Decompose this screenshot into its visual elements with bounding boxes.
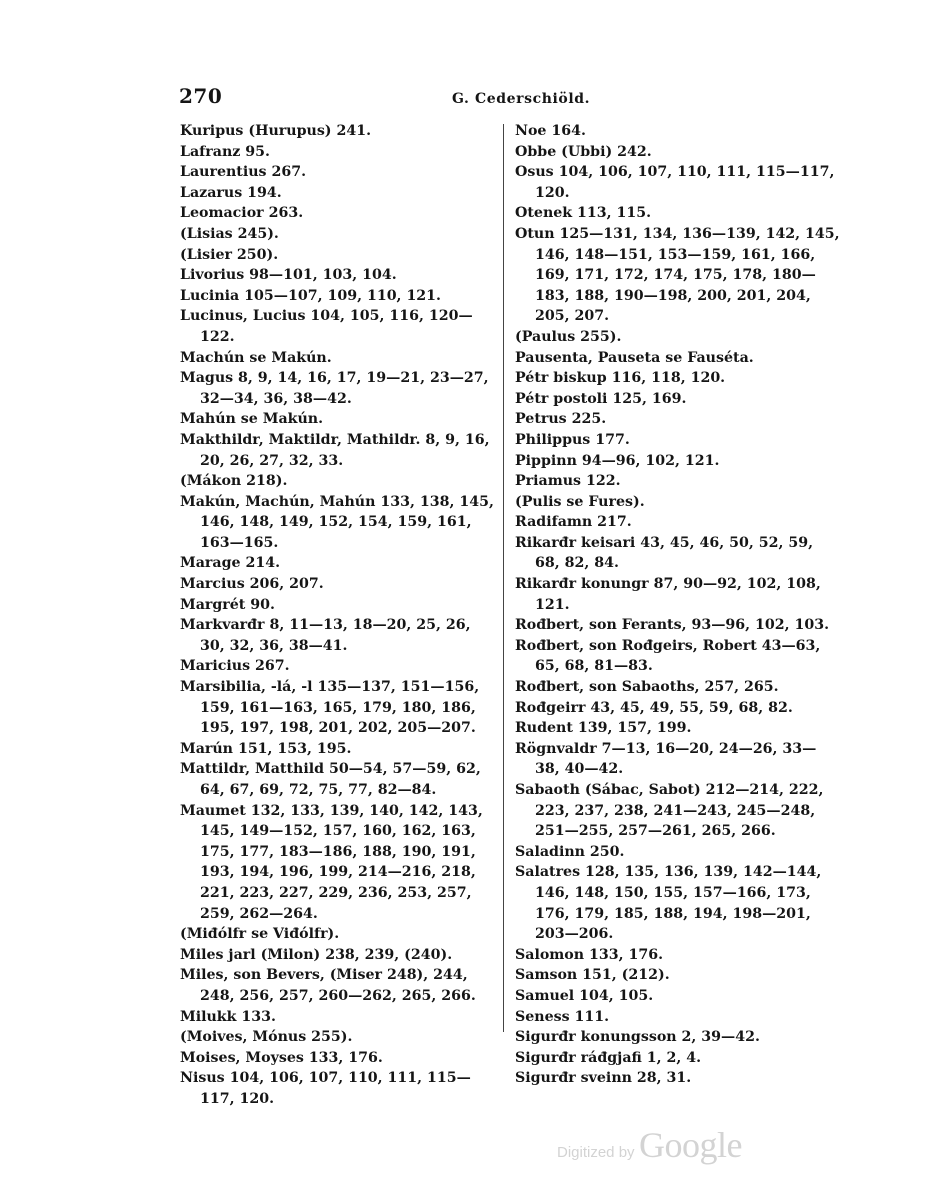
index-entry: Rođbert, son Ferants, 93—96, 102, 103. (515, 617, 830, 634)
index-entry: Otenek 113, 115. (515, 205, 652, 222)
column-divider (503, 124, 504, 1032)
index-entry: Markvarđr 8, 11—13, 18—20, 25, 26, 30, 32, 36, 38—41. (180, 617, 471, 654)
index-entry: Priamus 122. (515, 473, 621, 490)
index-entry: Livorius 98—101, 103, 104. (180, 267, 397, 284)
index-entry: Marcius 206, 207. (180, 576, 324, 593)
index-entry: (Lisias 245). (180, 225, 279, 242)
index-entry: Otun 125—131, 134, 136—139, 142, 145, 146, 148—151, 153—159, 161, 166, 169, 171, 172, 174, 175, 178, 180—183, 188, 190—198, 200, 201, 204, 205, 207. (515, 225, 840, 325)
index-entry: Obbe (Ubbi) 242. (515, 143, 652, 160)
index-column-left (180, 121, 498, 1110)
index-entry: Milukk 133. (180, 1008, 276, 1025)
index-entry: Lafranz 95. (180, 143, 270, 160)
index-entry: Moises, Moyses 133, 176. (180, 1049, 383, 1066)
index-entry: Lucinia 105—107, 109, 110, 121. (180, 287, 441, 304)
index-entry: (Lisier 250). (180, 246, 279, 263)
index-entry: Laurentius 267. (180, 164, 307, 181)
index-entry: Rikarđr konungr 87, 90—92, 102, 108, 121. (515, 576, 821, 613)
index-entry: Maricius 267. (180, 658, 290, 675)
index-entry: Makthildr, Maktildr, Mathildr. 8, 9, 16, 20, 26, 27, 32, 33. (180, 431, 490, 469)
index-entry: Seness 111. (515, 1008, 610, 1025)
index-entry: Rođgeirr 43, 45, 49, 55, 59, 68, 82. (515, 699, 793, 716)
index-entry: Leomacior 263. (180, 205, 304, 222)
index-entry: Makún, Machún, Mahún 133, 138, 145, 146, 148, 149, 152, 154, 159, 161, 163—165. (180, 493, 494, 551)
index-entry: Miles, son Bevers, (Miser 248), 244, 248, 256, 257, 260—262, 265, 266. (180, 967, 476, 1004)
index-entry: Pétr postoli 125, 169. (515, 390, 687, 407)
index-entry: Machún se Makún. (180, 349, 332, 366)
index-entry: (Mákon 218). (180, 473, 288, 490)
index-entry: Radifamn 217. (515, 514, 632, 531)
index-entry: Noe 164. (515, 123, 586, 139)
index-entry: Rudent 139, 157, 199. (515, 720, 692, 737)
index-entry: Nisus 104, 106, 107, 110, 111, 115—117, 120. (180, 1070, 471, 1107)
index-entry: Mattildr, Matthild 50—54, 57—59, 62, 64, 67, 69, 72, 75, 77, 82—84. (180, 761, 481, 798)
index-entry: Osus 104, 106, 107, 110, 111, 115—117, 120. (515, 164, 835, 201)
index-entry: Samson 151, (212). (515, 967, 670, 984)
index-entry: (Pulis se Fures). (515, 493, 645, 510)
index-entry: Pétr biskup 116, 118, 120. (515, 370, 726, 387)
index-entry: Maumet 132, 133, 139, 140, 142, 143, 145, 149—152, 157, 160, 162, 163, 175, 177, 183—186, 188, 190, 191, 193, 194, 196, 199, 214—216, 218, 221, 223, 227, 229, 236, 253, 257, 259, 262—264. (180, 802, 483, 922)
index-entry: Margrét 90. (180, 596, 275, 613)
index-entry: Samuel 104, 105. (515, 987, 654, 1004)
index-entry: Rögnvaldr 7—13, 16—20, 24—26, 33—38, 40—42. (515, 740, 817, 778)
index-entry: Sigurđr konungsson 2, 39—42. (515, 1029, 760, 1046)
index-entry: Pausenta, Pauseta se Fauséta. (515, 349, 754, 366)
index-entry: Lazarus 194. (180, 184, 282, 201)
index-entry: (Miđólfr se Viđólfr). (180, 926, 340, 943)
page-number: 270 (179, 84, 223, 108)
index-entry: Marage 214. (180, 555, 281, 572)
index-entry: Sigurđr ráđgjafi 1, 2, 4. (515, 1049, 702, 1066)
index-entry: Salatres 128, 135, 136, 139, 142—144, 146, 148, 150, 155, 157—166, 173, 176, 179, 185, 188, 194, 198—201, 203—206. (515, 864, 822, 943)
index-entry: Pippinn 94—96, 102, 121. (515, 452, 720, 469)
index-entry: (Paulus 255). (515, 328, 622, 345)
index-entry: Sigurđr sveinn 28, 31. (515, 1070, 692, 1087)
index-entry: Saladinn 250. (515, 843, 625, 860)
watermark-prefix: Digitized by (557, 1144, 635, 1161)
index-entry: Lucinus, Lucius 104, 105, 116, 120—122. (180, 308, 473, 345)
index-entry: Philippus 177. (515, 431, 630, 448)
index-entry: Rođbert, son Sabaoths, 257, 265. (515, 679, 779, 696)
index-entry: Petrus 225. (515, 411, 607, 428)
index-column-right (515, 121, 840, 1089)
index-entry: Miles jarl (Milon) 238, 239, (240). (180, 946, 453, 963)
index-entry: Rikarđr keisari 43, 45, 46, 50, 52, 59, 68, 82, 84. (515, 534, 814, 572)
index-entry: Kuripus (Hurupus) 241. (180, 123, 372, 139)
index-entry: (Moives, Mónus 255). (180, 1029, 353, 1046)
digitized-watermark (557, 1124, 742, 1166)
index-entry: Marún 151, 153, 195. (180, 740, 352, 757)
index-entry: Mahún se Makún. (180, 411, 324, 428)
google-logo: Google (639, 1125, 742, 1165)
index-entry: Salomon 133, 176. (515, 946, 664, 963)
running-title: G. Cederschiöld. (452, 91, 591, 107)
index-entry: Magus 8, 9, 14, 16, 17, 19—21, 23—27, 32—34, 36, 38—42. (180, 370, 489, 407)
index-entry: Sabaoth (Sábac, Sabot) 212—214, 222, 223, 237, 238, 241—243, 245—248, 251—255, 257—261, 265, 266. (515, 782, 824, 840)
index-entry: Rođbert, son Rođgeirs, Robert 43—63, 65, 68, 81—83. (515, 637, 821, 675)
index-entry: Marsibilia, -lá, -l 135—137, 151—156, 159, 161—163, 165, 179, 180, 186, 195, 197, 198, 201, 202, 205—207. (180, 679, 480, 737)
